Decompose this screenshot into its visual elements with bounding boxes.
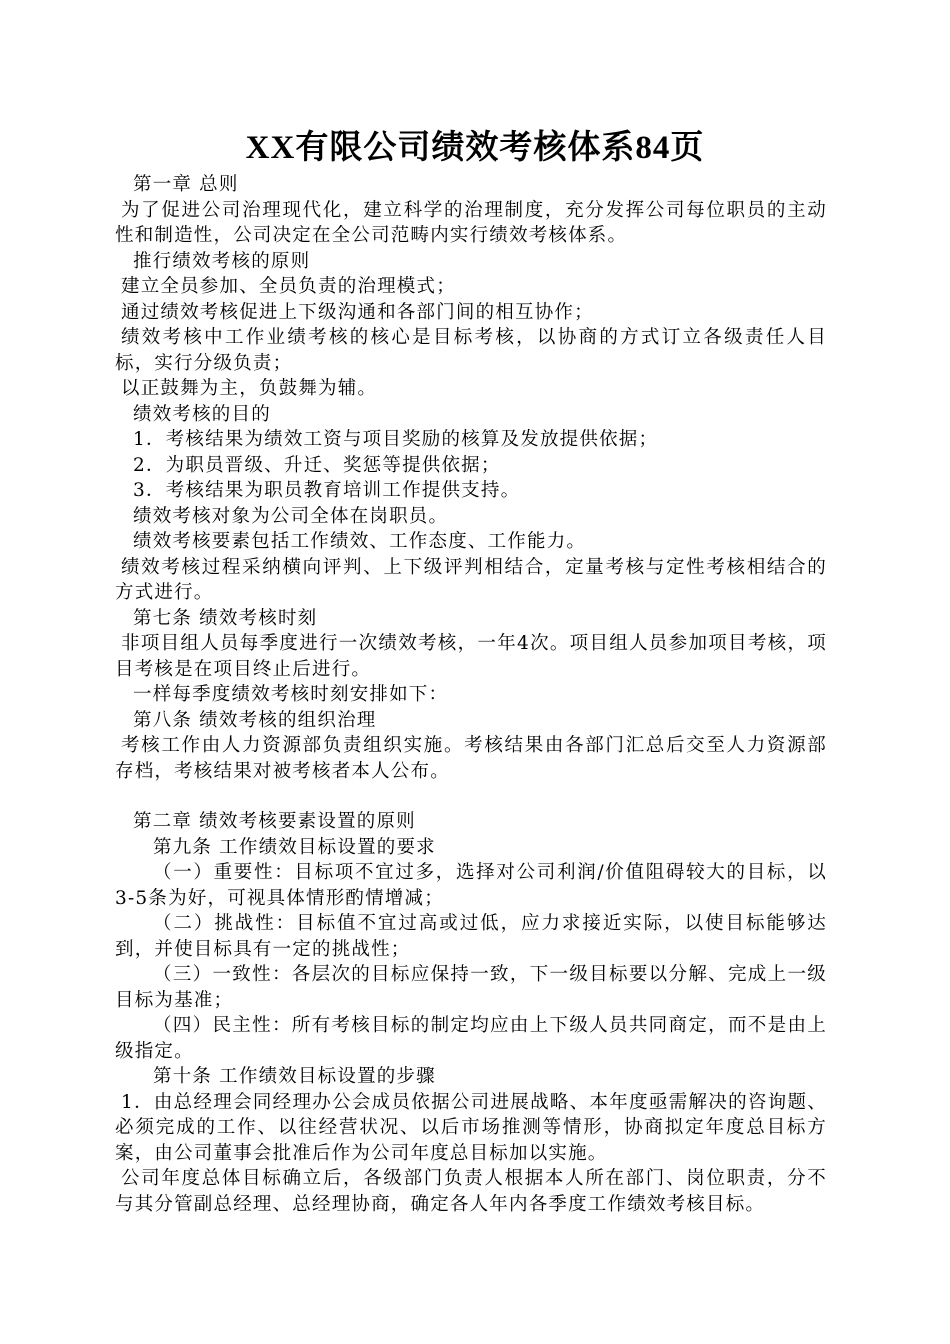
paragraph: 绩效考核要素包括工作绩效、工作态度、工作能力。 (133, 531, 587, 552)
paragraph: 为了促进公司治理现代化，建立科学的治理制度，充分发挥公司每位职员的主动性和制造性，公司决定在全公司范畴内实行绩效考核体系。 (115, 199, 827, 246)
article-heading: 第九条 工作绩效目标设置的要求 (153, 836, 436, 858)
document-body (115, 172, 827, 1217)
list-item: 2．为职员晋级、升迁、奖惩等提供依据； (133, 454, 501, 476)
paragraph: 绩效考核过程采纳横向评判、上下级评判相结合，定量考核与定性考核相结合的方式进行。 (115, 556, 827, 603)
paragraph: 非项目组人员每季度进行一次绩效考核，一年4次。项目组人员参加项目考核，项目考核是在项目终止后进行。 (115, 633, 827, 680)
article-heading: 第七条 绩效考核时刻 (133, 607, 318, 629)
list-item: （三）一致性：各层次的目标应保持一致，下一级目标要以分解、完成上一级目标为基准； (115, 964, 827, 1011)
list-item: （四）民主性：所有考核目标的制定均应由上下级人员共同商定，而不是由上级指定。 (115, 1015, 827, 1062)
paragraph: 公司年度总体目标确立后，各级部门负责人根据本人所在部门、岗位职责，分不与其分管副总经理、总经理协商，确定各人年内各季度工作绩效考核目标。 (115, 1168, 827, 1215)
paragraph: 一样每季度绩效考核时刻安排如下： (133, 684, 449, 705)
document-title: XX有限公司绩效考核体系84页 (245, 130, 705, 166)
section-heading: 绩效考核的目的 (133, 403, 271, 425)
section-heading: 推行绩效考核的原则 (133, 250, 311, 272)
list-item: 1．由总经理会同经理办公会成员依据公司进展战略、本年度亟需解决的咨询题、必须完成的工作、以往经营状况、以后市场推测等情形，协商拟定年度总目标方案，由公司董事会批准后作为公司年度总目标加以实施。 (115, 1091, 827, 1164)
paragraph: 考核工作由人力资源部负责组织实施。考核结果由各部门汇总后交至人力资源部存档，考核结果对被考核者本人公布。 (115, 735, 827, 782)
paragraph: 绩效考核对象为公司全体在岗职员。 (133, 505, 449, 527)
chapter-heading: 第一章 总则 (133, 174, 239, 195)
list-item: 建立全员参加、全员负责的治理模式； (121, 276, 456, 297)
article-heading: 第八条 绩效考核的组织治理 (133, 709, 377, 731)
blank-line (115, 784, 827, 809)
article-heading: 第十条 工作绩效目标设置的步骤 (153, 1066, 436, 1087)
list-item: 绩效考核中工作业绩考核的核心是目标考核，以协商的方式订立各级责任人目标，实行分级负责； (115, 327, 827, 374)
list-item: 1．考核结果为绩效工资与项目奖励的核算及发放提供依据； (133, 429, 659, 450)
list-item: 以正鼓舞为主，负鼓舞为辅。 (121, 378, 378, 399)
list-item: （一）重要性：目标项不宜过多，选择对公司利润/价值阻碍较大的目标，以3-5条为好，可视具体情形酌情增减； (115, 862, 827, 909)
chapter-heading: 第二章 绩效考核要素设置的原则 (133, 811, 416, 832)
list-item: 3．考核结果为职员教育培训工作提供支持。 (133, 480, 521, 501)
list-item: 通过绩效考核促进上下级沟通和各部门间的相互协作； (121, 301, 594, 323)
list-item: （二）挑战性：目标值不宜过高或过低，应力求接近实际，以使目标能够达到，并使目标具有一定的挑战性； (115, 913, 827, 960)
